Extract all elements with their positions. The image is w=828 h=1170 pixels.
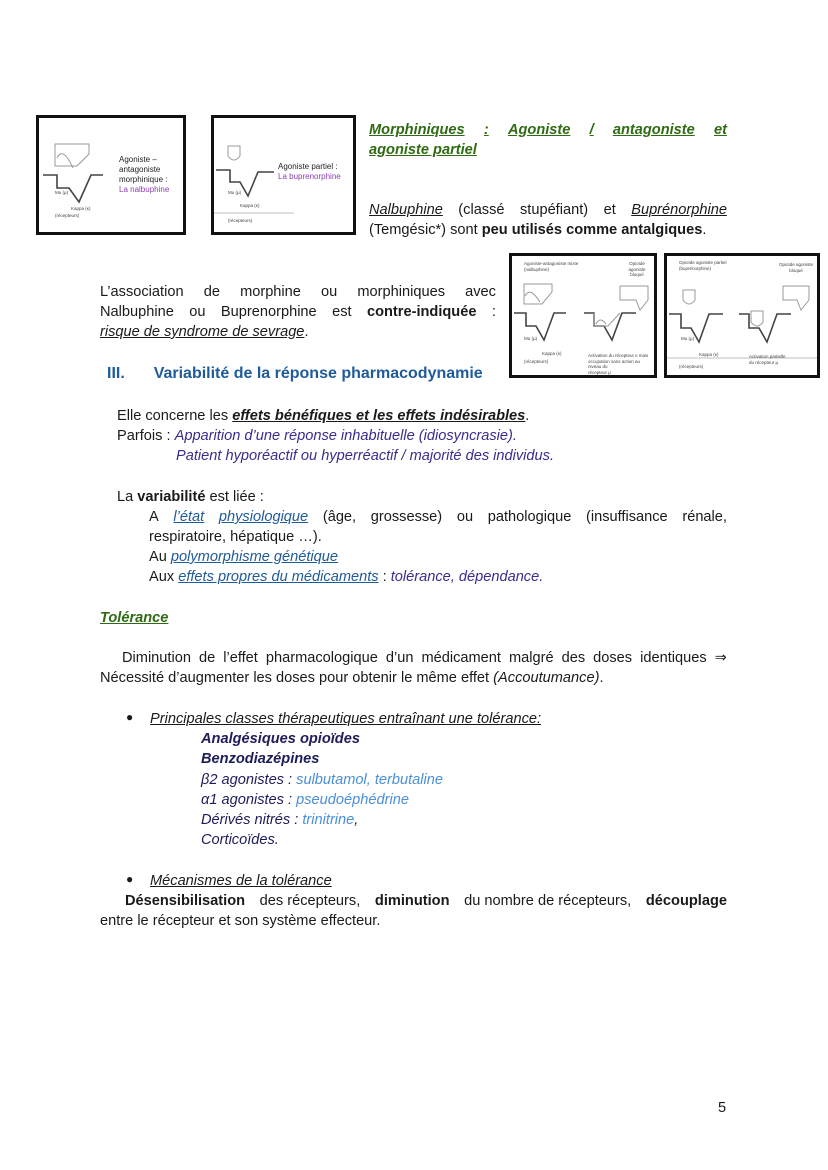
- word: pharmacologique: [265, 650, 378, 666]
- mu-label: Mu (µ): [681, 336, 695, 341]
- text: Nécessité d’augmenter les doses pour obtenir le même effet: [100, 670, 494, 686]
- word: d’un: [385, 650, 414, 666]
- word: Diminution: [122, 650, 191, 666]
- receptor-label: (récepteurs): [679, 364, 704, 369]
- italic-text: (Accoutumance): [493, 670, 600, 686]
- variabilite-intro: [117, 487, 264, 507]
- class-label: β2 agonistes :: [201, 771, 297, 788]
- word: morphiniques: [357, 284, 446, 300]
- bold-text: découplage: [645, 893, 727, 909]
- receptor-label: (récepteurs): [228, 218, 253, 223]
- text: tolérance, dépendance: [390, 569, 540, 585]
- bold-text: diminution: [374, 893, 450, 909]
- word: pathologique: [487, 509, 572, 525]
- text: La: [117, 489, 138, 505]
- parfois-line: [117, 426, 517, 446]
- text: (buprénorphine): [679, 265, 712, 271]
- text: :: [378, 569, 391, 585]
- contre-indiquee: contre-indiquée: [366, 304, 477, 320]
- text: Agoniste-antagoniste mixte: [524, 261, 579, 266]
- text: est liée :: [205, 489, 264, 505]
- text: bloqué: [789, 267, 803, 273]
- word: (âge,: [322, 509, 357, 525]
- label-bottom-right: [588, 353, 654, 375]
- text: Opioïde agoniste: [628, 261, 646, 272]
- text: bloqué: [630, 272, 644, 277]
- bold-text: peu utilisés comme antalgiques: [481, 222, 703, 238]
- line: [100, 891, 727, 911]
- text: Activation du récepteur κ mais: [588, 353, 649, 358]
- class-drugs: trinitrine: [302, 812, 355, 829]
- figure-title: [119, 155, 169, 195]
- section-number: III.: [107, 365, 125, 382]
- word: stupéfiant): [519, 202, 589, 218]
- kappa-label: Kappa (κ): [240, 203, 260, 208]
- bold-text: Désensibilisation: [125, 893, 246, 909]
- mu-label: Mu (µ): [55, 190, 69, 195]
- figure-title: [278, 162, 341, 182]
- word: est: [332, 304, 352, 320]
- para-line1: [369, 200, 727, 220]
- word: Buprenorphine: [220, 304, 317, 320]
- title-line: morphinique :: [119, 175, 168, 184]
- word: antagoniste: [612, 122, 695, 138]
- text: Elle concerne les: [117, 408, 233, 424]
- parfois-line-2: Patient hyporéactif ou hyperréactif / majorité des individus.: [176, 448, 555, 464]
- word: de: [203, 284, 220, 300]
- figure-mixed-agonist-antagonist: [509, 253, 657, 378]
- label: Parfois :: [117, 428, 175, 444]
- heading-line2: agoniste partiel: [369, 142, 477, 158]
- drug-buprenorphine: Buprénorphine: [631, 202, 727, 218]
- word: Morphiniques: [369, 122, 465, 138]
- text: récepteur µ: [588, 369, 611, 375]
- implies-arrow-icon: ⇒: [714, 650, 727, 666]
- line: [100, 282, 496, 302]
- section-title: Variabilité de la réponse pharmacodynamie: [153, 365, 483, 382]
- text: .: [525, 408, 530, 424]
- mechanisms-paragraph: [100, 891, 727, 931]
- class-item: Corticoïdes.: [201, 832, 279, 849]
- variabilite-item1: [149, 507, 727, 547]
- text: Opioïde agoniste: [779, 262, 814, 267]
- label-top-right: [620, 261, 654, 278]
- word: :: [483, 122, 489, 138]
- word: Nalbuphine: [100, 304, 174, 320]
- word: ou: [189, 304, 206, 320]
- class-item: Analgésiques opioïdes: [201, 731, 360, 747]
- class-item: [201, 790, 443, 810]
- kappa-label: Kappa (κ): [542, 351, 562, 356]
- association-paragraph: [100, 282, 496, 342]
- word: médicament: [421, 650, 501, 666]
- text: occupation sans action au niveau du: [588, 358, 641, 369]
- variabilite-item2: [149, 547, 338, 567]
- class-item: [201, 810, 443, 830]
- link-polymorphisme[interactable]: polymorphisme génétique: [170, 549, 339, 565]
- line: [100, 668, 727, 688]
- word: avec: [465, 284, 496, 300]
- link-etat-physiologique[interactable]: l’état: [173, 509, 205, 525]
- drug-name: La buprenorphine: [278, 172, 341, 181]
- text: Aux: [149, 569, 179, 585]
- text: Au: [149, 549, 171, 565]
- text: Activation partielle: [749, 354, 786, 359]
- class-label: Dérivés nitrés :: [201, 812, 303, 829]
- word: ou: [456, 509, 474, 525]
- word: (classé: [458, 202, 505, 218]
- text: (Temgésic*) sont: [369, 222, 482, 238]
- page-number: 5: [718, 1100, 727, 1116]
- para-line2: [369, 220, 727, 240]
- word: et: [603, 202, 616, 218]
- text: .: [539, 569, 544, 585]
- line: [100, 648, 727, 668]
- text: du nombre de récepteurs,: [464, 893, 632, 909]
- word: de: [198, 650, 216, 666]
- figure-partial-agonist-buprenorphine: [211, 115, 356, 235]
- tolerance-definition: [100, 648, 727, 688]
- label-top-left: [679, 260, 727, 271]
- title-line: antagoniste: [119, 165, 161, 174]
- text: .: [702, 222, 707, 238]
- mu-label: Mu (µ): [228, 190, 242, 195]
- variabilite-item3: [149, 567, 543, 587]
- word: (insuffisance: [586, 509, 668, 525]
- text: .: [599, 670, 604, 686]
- link-etat-physiologique[interactable]: physiologique: [218, 509, 309, 525]
- class-drugs: sulbutamol, terbutaline: [296, 771, 443, 788]
- bullet-icon: ●: [126, 872, 134, 886]
- morphiniques-paragraph: [369, 200, 727, 240]
- line: entre le récepteur et son système effecteur.: [100, 913, 381, 929]
- word: /: [589, 122, 594, 138]
- title-line: Agoniste partiel :: [278, 162, 338, 171]
- figure-partial-agonist-opioid: [664, 253, 820, 378]
- concerne-line: [117, 406, 529, 426]
- receptor-label: (récepteurs): [524, 359, 549, 364]
- word: des: [561, 650, 586, 666]
- bullet-icon: ●: [126, 710, 134, 724]
- bold-text: variabilité: [137, 489, 206, 505]
- heading-line1: [369, 120, 727, 140]
- word: grossesse): [370, 509, 443, 525]
- title-line: Agoniste –: [119, 155, 157, 164]
- word: rénale,: [682, 509, 727, 525]
- word: doses: [593, 650, 633, 666]
- class-item: [201, 770, 443, 790]
- morphiniques-heading: [369, 120, 727, 160]
- receptor-diagram-icon: [667, 256, 817, 375]
- risk-text: risque de syndrome de sevrage: [100, 324, 305, 340]
- drug-name: La nalbuphine: [119, 185, 170, 194]
- mu-label: Mu (µ): [524, 336, 538, 341]
- class-item: Benzodiazépines: [201, 751, 320, 768]
- word: malgré: [508, 650, 554, 666]
- label-top-left: [524, 261, 578, 272]
- kappa-label: Kappa (κ): [699, 352, 719, 357]
- text: du récepteur µ: [749, 359, 779, 365]
- word: L’association: [100, 284, 184, 300]
- effects-text: effets bénéfiques et les effets indésirables: [232, 408, 526, 424]
- text: ,: [354, 812, 359, 829]
- line: [100, 302, 496, 322]
- word: Agoniste: [507, 122, 571, 138]
- figure-agonist-antagonist-nalbuphine: [36, 115, 186, 235]
- line: respiratoire, hépatique …).: [149, 529, 322, 545]
- tolerance-heading: Tolérance: [100, 610, 169, 626]
- word: :: [491, 304, 496, 320]
- text: (nalbuphine): [524, 266, 550, 272]
- label-bottom-right: [749, 354, 786, 365]
- word: A: [149, 509, 159, 525]
- drug-nalbuphine: Nalbuphine: [369, 202, 443, 218]
- bullet-classes-title: Principales classes thérapeutiques entraînant une tolérance:: [150, 711, 542, 727]
- section-heading: [107, 364, 483, 384]
- word: l’effet: [223, 650, 258, 666]
- text: Apparition d’une réponse inhabituelle (idiosyncrasie).: [174, 428, 517, 444]
- text: Opioïde agoniste partiel: [679, 260, 727, 265]
- word: et: [713, 122, 727, 138]
- text: des récepteurs,: [259, 893, 361, 909]
- label-top-right: [779, 262, 813, 273]
- link-effets-propres[interactable]: effets propres du médicaments: [178, 569, 379, 585]
- therapeutic-classes-list: [201, 729, 443, 851]
- text: .: [304, 324, 309, 340]
- word: identiques: [640, 650, 707, 666]
- class-label: α1 agonistes :: [201, 791, 297, 808]
- class-drugs: pseudoéphédrine: [296, 791, 409, 808]
- receptor-label: (récepteurs): [55, 213, 80, 218]
- line: [149, 507, 727, 527]
- word: ou: [321, 284, 338, 300]
- line: [100, 322, 496, 342]
- bullet-mechanisms-title: Mécanismes de la tolérance: [150, 873, 332, 889]
- word: morphine: [240, 284, 301, 300]
- kappa-label: Kappa (κ): [71, 206, 91, 211]
